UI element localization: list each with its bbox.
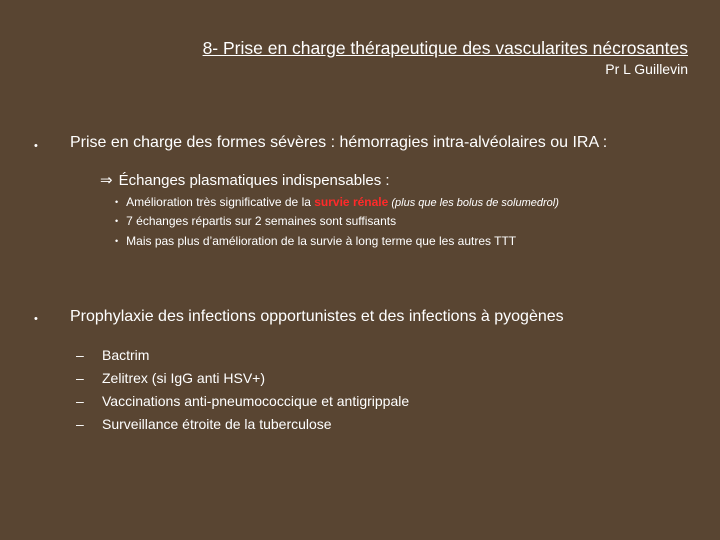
section1-subheading: Échanges plasmatiques indispensables : — [118, 172, 390, 189]
list-item: Bactrim — [102, 347, 150, 363]
section1-heading: Prise en charge des formes sévères : hémorragies intra-alvéolaires ou IRA : — [70, 134, 608, 151]
bullet-icon: • — [34, 140, 38, 152]
section2-heading: Prophylaxie des infections opportunistes et des infections à pyogènes — [70, 308, 564, 325]
sub-item-2-text: 7 échanges répartis sur 2 semaines sont suffisants — [126, 214, 397, 228]
dash-icon: – — [76, 416, 84, 432]
bullet-icon: • — [34, 313, 38, 325]
small-bullet-icon: • — [115, 216, 119, 226]
sub-item-2 — [115, 214, 396, 228]
implies-arrow-icon: ⇒ — [100, 172, 113, 189]
sub-item-3-text: Mais pas plus d’amélioration de la survie à long terme que les autres TTT — [126, 234, 517, 248]
small-bullet-icon: • — [115, 197, 119, 207]
dash-icon: – — [76, 370, 84, 386]
dash-icon: – — [76, 347, 84, 363]
list-item: Vaccinations anti-pneumococcique et antigrippale — [102, 393, 410, 409]
list-item: Zelitrex (si IgG anti HSV+) — [102, 370, 265, 386]
small-bullet-icon: • — [115, 236, 119, 246]
slide-author: Pr L Guillevin — [605, 61, 688, 77]
sub-item-3 — [115, 234, 516, 248]
sub-item-1-text: Amélioration très significative de la — [126, 195, 315, 209]
highlight-survie-renale: survie rénale — [314, 195, 389, 209]
sub-item-1 — [115, 195, 559, 209]
section1-subheading-line — [100, 171, 390, 189]
dash-icon: – — [76, 393, 84, 409]
sub-item-1-note: (plus que les bolus de solumedrol) — [388, 197, 559, 209]
list-item: Surveillance étroite de la tuberculose — [102, 416, 332, 432]
slide-title: 8- Prise en charge thérapeutique des vascularites nécrosantes — [202, 38, 688, 58]
